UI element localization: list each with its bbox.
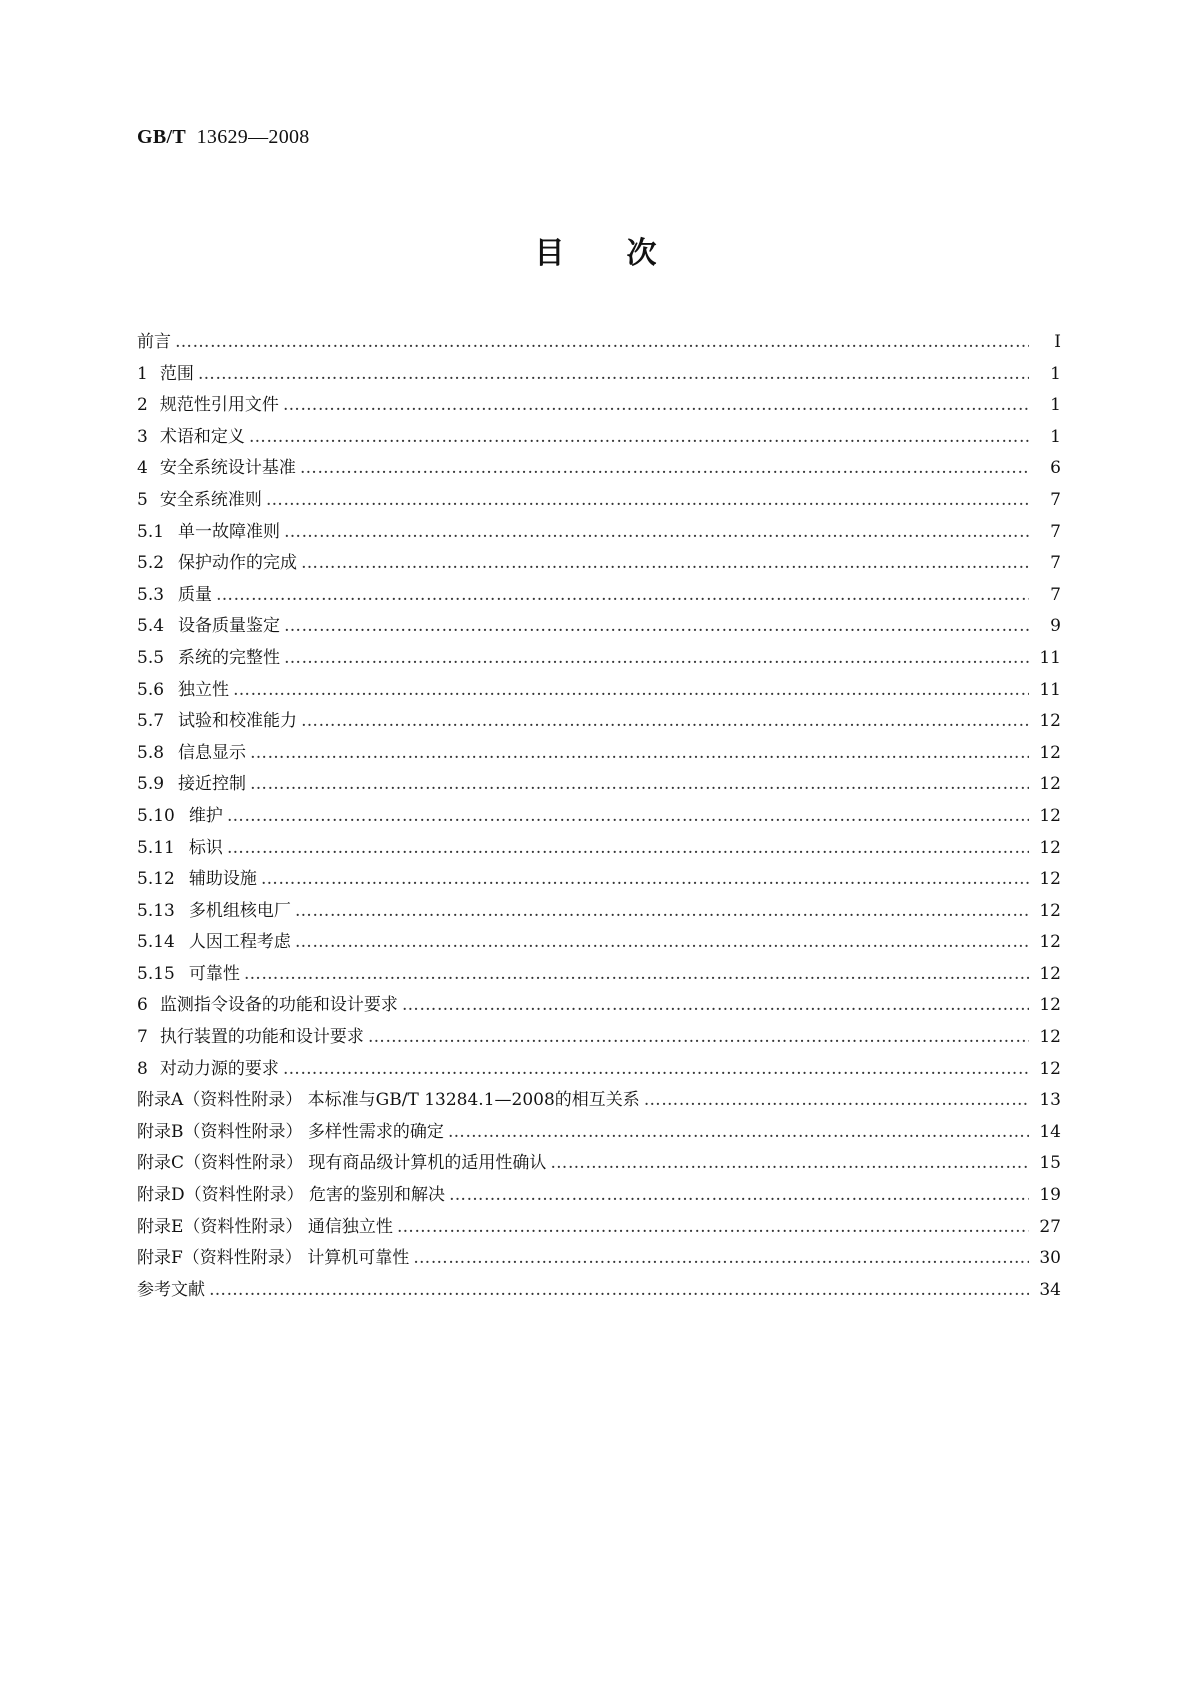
toc-entry-number: 7 [137, 1027, 148, 1048]
toc-entry-title: 附录B（资料性附录） 多样性需求的确定 [137, 1121, 444, 1142]
toc-entry-number: 5.5 [137, 647, 165, 668]
toc-entry-page: 12 [1039, 869, 1061, 890]
toc-entry-page: 7 [1050, 521, 1061, 542]
toc-entry-page: 1 [1050, 363, 1061, 384]
toc-dot-leader [266, 485, 1029, 517]
toc-dot-leader [227, 833, 1029, 865]
toc-entry-title: 人因工程考虑 [188, 932, 291, 953]
toc-dot-leader [261, 864, 1029, 896]
toc-dot-leader [295, 896, 1029, 928]
toc-entry-page: 30 [1039, 1248, 1061, 1269]
toc-entry[interactable] [137, 1180, 1061, 1212]
toc-entry[interactable] [137, 1243, 1061, 1275]
toc-entry[interactable] [137, 1212, 1061, 1244]
toc-entry-page: 14 [1039, 1121, 1061, 1142]
toc-entry-number: 5 [137, 489, 148, 510]
toc-entry[interactable] [137, 548, 1061, 580]
toc-dot-leader [300, 453, 1029, 485]
standard-code [137, 126, 310, 149]
standard-code-prefix: GB/T [137, 126, 186, 148]
toc-entry-page: 12 [1039, 742, 1061, 763]
toc-entry-title: 附录D（资料性附录） 危害的鉴别和解决 [137, 1185, 446, 1206]
toc-entry[interactable] [137, 517, 1061, 549]
toc-dot-leader [284, 643, 1029, 675]
toc-dot-leader [283, 390, 1029, 422]
toc-entry-number: 8 [137, 1058, 148, 1079]
toc-dot-leader [250, 738, 1029, 770]
toc-dot-leader [249, 422, 1029, 454]
toc-entry-number: 5.2 [137, 553, 165, 574]
toc-entry-page: 1 [1050, 426, 1061, 447]
page-title: 目次 [534, 236, 719, 271]
toc-entry-page: 27 [1039, 1216, 1061, 1237]
toc-entry-label [137, 801, 227, 833]
toc-entry-label [137, 1148, 550, 1180]
toc-entry-label [137, 1180, 449, 1212]
toc-entry-number: 5.1 [137, 521, 165, 542]
toc-entry-title: 参考文献 [137, 1279, 205, 1300]
toc-entry[interactable] [137, 1148, 1061, 1180]
toc-entry-label [137, 896, 295, 928]
toc-entry-title: 可靠性 [188, 963, 240, 984]
toc-entry[interactable] [137, 643, 1061, 675]
toc-entry-page: 11 [1039, 679, 1061, 700]
toc-entry-title: 独立性 [178, 679, 230, 700]
toc-entry-page: 19 [1039, 1185, 1061, 1206]
toc-entry-number: 5.3 [137, 584, 165, 605]
toc-entry[interactable] [137, 1085, 1061, 1117]
toc-entry-number: 2 [137, 395, 148, 416]
standard-code-number: 13629—2008 [196, 126, 310, 148]
toc-entry-label [137, 643, 284, 675]
toc-entry[interactable] [137, 485, 1061, 517]
toc-entry-title: 安全系统设计基准 [159, 458, 296, 479]
toc-entry-title: 系统的完整性 [178, 647, 281, 668]
toc-entry-label [137, 959, 244, 991]
toc-entry-page: 7 [1050, 553, 1061, 574]
toc-dot-leader [449, 1180, 1029, 1212]
toc-dot-leader [284, 611, 1029, 643]
toc-entry-label [137, 706, 301, 738]
toc-entry[interactable] [137, 738, 1061, 770]
toc-dot-leader [209, 1275, 1029, 1307]
toc-entry-title: 维护 [188, 805, 223, 826]
toc-entry-label [137, 517, 284, 549]
toc-dot-leader [397, 1212, 1029, 1244]
toc-entry-label [137, 675, 233, 707]
toc-entry-label [137, 1243, 413, 1275]
toc-entry-title: 质量 [178, 584, 213, 605]
toc-entry-label [137, 738, 250, 770]
toc-entry-label [137, 580, 216, 612]
toc-entry-title: 执行装置的功能和设计要求 [159, 1027, 364, 1048]
toc-dot-leader [644, 1085, 1029, 1117]
toc-entry[interactable] [137, 1022, 1061, 1054]
toc-entry[interactable] [137, 864, 1061, 896]
toc-entry-number: 6 [137, 995, 148, 1016]
toc-dot-leader [216, 580, 1029, 612]
toc-entry-number: 3 [137, 426, 148, 447]
toc-entry-title: 附录E（资料性附录） 通信独立性 [137, 1216, 393, 1237]
toc-dot-leader [198, 359, 1029, 391]
toc-entry-page: 7 [1050, 489, 1061, 510]
toc-dot-leader [301, 548, 1029, 580]
toc-dot-leader [175, 327, 1029, 359]
toc-entry-page: 12 [1039, 1058, 1061, 1079]
toc-entry-title: 规范性引用文件 [159, 395, 279, 416]
toc-entry-page: 1 [1050, 395, 1061, 416]
toc-entry-label [137, 833, 227, 865]
toc-entry-label [137, 990, 402, 1022]
toc-entry-page: 12 [1039, 900, 1061, 921]
toc-entry-label [137, 927, 295, 959]
toc-entry-title: 试验和校准能力 [178, 711, 298, 732]
toc-dot-leader [233, 675, 1029, 707]
toc-entry-number: 4 [137, 458, 148, 479]
toc-entry-number: 5.4 [137, 616, 165, 637]
toc-entry-number: 5.9 [137, 774, 165, 795]
toc-entry-label [137, 1085, 644, 1117]
toc-dot-leader [284, 517, 1029, 549]
toc-dot-leader [227, 801, 1029, 833]
toc-dot-leader [413, 1243, 1029, 1275]
toc-entry-label [137, 1117, 448, 1149]
toc-dot-leader [550, 1148, 1029, 1180]
toc-entry-title: 附录F（资料性附录） 计算机可靠性 [137, 1248, 410, 1269]
toc-entry-number: 5.10 [137, 805, 175, 826]
toc-entry-page: 12 [1039, 805, 1061, 826]
toc-entry-label [137, 1212, 397, 1244]
toc-entry-title: 前言 [137, 332, 171, 352]
toc-entry-label [137, 611, 284, 643]
table-of-contents [137, 327, 1061, 1306]
toc-entry[interactable] [137, 1275, 1061, 1307]
toc-entry-label [137, 548, 301, 580]
toc-entry[interactable] [137, 833, 1061, 865]
toc-entry-page: 11 [1039, 647, 1061, 668]
toc-entry-title: 安全系统准则 [159, 489, 262, 510]
toc-entry-title: 信息显示 [178, 742, 247, 763]
toc-dot-leader [250, 769, 1029, 801]
toc-entry-label [137, 1275, 209, 1307]
toc-entry-title: 接近控制 [178, 774, 247, 795]
toc-entry-title: 辅助设施 [188, 869, 257, 890]
toc-dot-leader [244, 959, 1029, 991]
toc-entry-title: 术语和定义 [159, 426, 245, 447]
toc-entry-number: 1 [137, 363, 148, 384]
toc-entry-title: 标识 [188, 837, 223, 858]
toc-entry-label [137, 422, 249, 454]
toc-dot-leader [283, 1054, 1029, 1086]
toc-dot-leader [368, 1022, 1029, 1054]
toc-entry[interactable] [137, 959, 1061, 991]
toc-entry[interactable] [137, 706, 1061, 738]
toc-entry-number: 5.8 [137, 742, 165, 763]
toc-entry-page: 6 [1050, 458, 1061, 479]
toc-entry-label [137, 359, 198, 391]
toc-entry[interactable] [137, 390, 1061, 422]
toc-entry-title: 单一故障准则 [178, 521, 281, 542]
toc-dot-leader [402, 990, 1029, 1022]
toc-entry[interactable] [137, 1117, 1061, 1149]
toc-entry-number: 5.6 [137, 679, 165, 700]
toc-entry[interactable] [137, 1054, 1061, 1086]
toc-entry[interactable] [137, 327, 1061, 359]
toc-entry[interactable] [137, 422, 1061, 454]
toc-entry[interactable] [137, 359, 1061, 391]
toc-entry[interactable] [137, 896, 1061, 928]
toc-entry-title: 范围 [159, 363, 194, 384]
toc-entry[interactable] [137, 453, 1061, 485]
toc-entry-page: 12 [1039, 1027, 1061, 1048]
toc-entry[interactable] [137, 675, 1061, 707]
toc-entry-label [137, 327, 175, 359]
toc-entry-page: 15 [1039, 1153, 1061, 1174]
toc-entry-label [137, 769, 250, 801]
toc-entry[interactable] [137, 611, 1061, 643]
toc-entry-page: 7 [1050, 584, 1061, 605]
toc-entry[interactable] [137, 769, 1061, 801]
toc-entry-page: 12 [1039, 963, 1061, 984]
toc-entry[interactable] [137, 990, 1061, 1022]
toc-entry-number: 5.14 [137, 932, 175, 953]
toc-entry[interactable] [137, 801, 1061, 833]
toc-entry-label [137, 390, 283, 422]
toc-entry-page: 12 [1039, 711, 1061, 732]
toc-entry-label [137, 1022, 368, 1054]
toc-entry-title: 附录A（资料性附录） 本标准与GB/T 13284.1—2008的相互关系 [137, 1090, 640, 1111]
toc-entry-title: 设备质量鉴定 [178, 616, 281, 637]
toc-dot-leader [448, 1117, 1029, 1149]
toc-entry-title: 监测指令设备的功能和设计要求 [159, 995, 398, 1016]
toc-entry-title: 对动力源的要求 [159, 1058, 279, 1079]
toc-entry-number: 5.12 [137, 869, 175, 890]
toc-entry[interactable] [137, 580, 1061, 612]
toc-entry-page: 13 [1039, 1090, 1061, 1111]
toc-entry-page: 34 [1039, 1279, 1061, 1300]
toc-entry-page: 12 [1039, 932, 1061, 953]
toc-entry-title: 多机组核电厂 [188, 900, 291, 921]
toc-entry-number: 5.15 [137, 963, 175, 984]
toc-entry-label [137, 864, 261, 896]
toc-dot-leader [295, 927, 1029, 959]
toc-entry[interactable] [137, 927, 1061, 959]
toc-entry-page: 9 [1050, 616, 1061, 637]
toc-entry-number: 5.11 [137, 837, 175, 858]
toc-entry-label [137, 485, 266, 517]
toc-dot-leader [301, 706, 1029, 738]
toc-entry-title: 附录C（资料性附录） 现有商品级计算机的适用性确认 [137, 1153, 547, 1174]
toc-entry-page: 12 [1039, 774, 1061, 795]
toc-entry-page: I [1054, 332, 1061, 352]
toc-entry-title: 保护动作的完成 [178, 553, 298, 574]
toc-entry-page: 12 [1039, 995, 1061, 1016]
toc-entry-number: 5.13 [137, 900, 175, 921]
toc-entry-page: 12 [1039, 837, 1061, 858]
toc-entry-number: 5.7 [137, 711, 165, 732]
toc-entry-label [137, 453, 300, 485]
toc-entry-label [137, 1054, 283, 1086]
